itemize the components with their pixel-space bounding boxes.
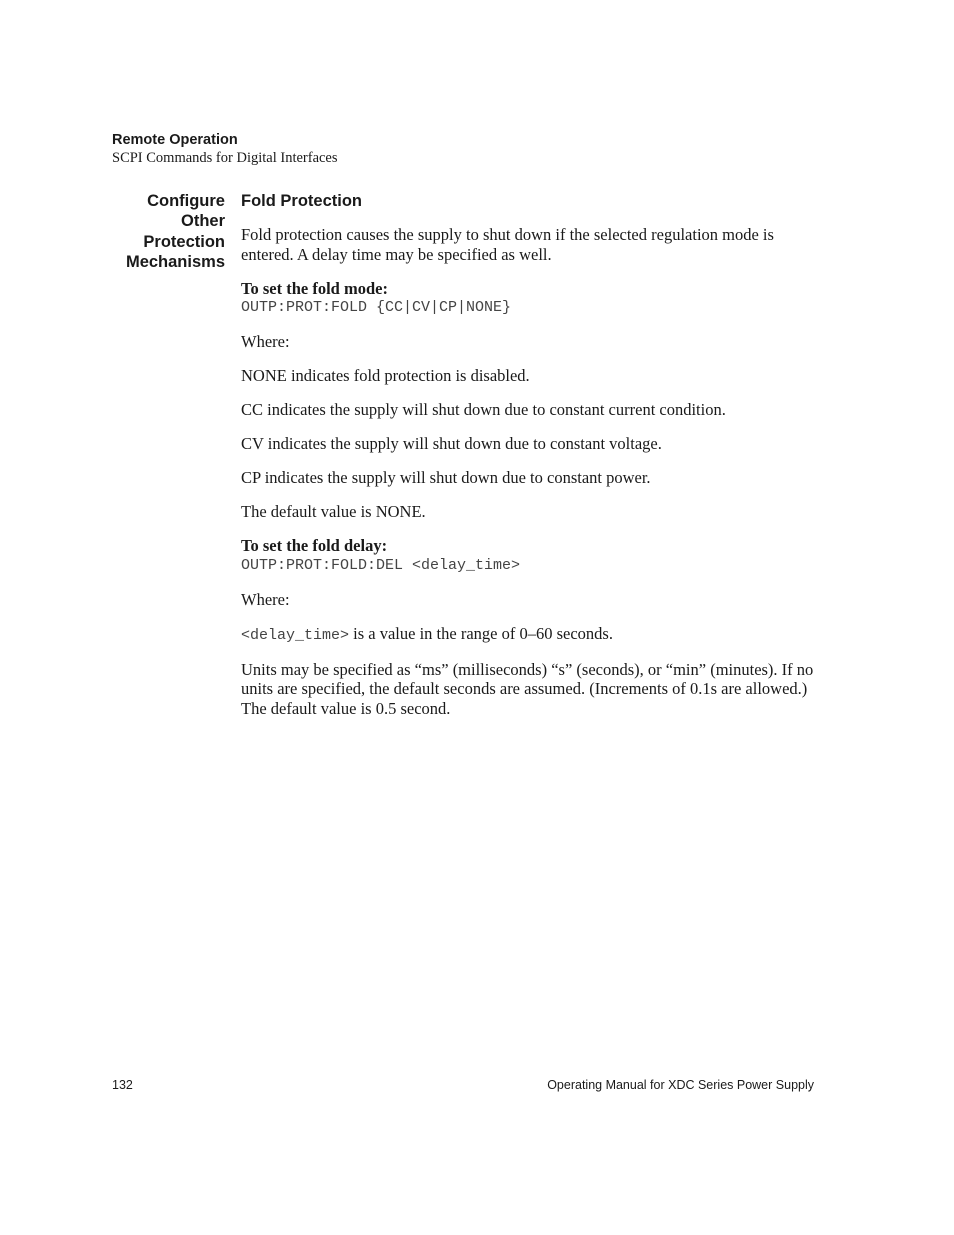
- delay-time-param: <delay_time>: [241, 626, 350, 644]
- intro-paragraph: Fold protection causes the supply to shut down if the selected regulation mode is entered. A delay time may be specified as well.: [241, 225, 774, 264]
- body-content: [241, 191, 821, 733]
- side-heading: [100, 191, 225, 272]
- subsection-title: SCPI Commands for Digital Interfaces: [112, 150, 338, 166]
- page-number: 132: [112, 1078, 133, 1092]
- side-heading-line: Configure: [147, 192, 225, 210]
- fold-delay-where: Where:: [241, 589, 290, 609]
- fold-delay-command: OUTP:PROT:FOLD:DEL <delay_time>: [241, 556, 521, 574]
- delay-time-description: [241, 624, 821, 646]
- running-header: [112, 131, 338, 167]
- manual-title: Operating Manual for XDC Series Power Supply: [547, 1078, 814, 1092]
- fold-mode-option: CV indicates the supply will shut down due to constant voltage.: [241, 434, 662, 453]
- fold-mode-option: CP indicates the supply will shut down due to constant power.: [241, 468, 651, 487]
- side-heading-line: Other: [180, 212, 225, 231]
- side-heading-line: Protection: [143, 232, 225, 251]
- fold-mode-label: To set the fold mode:: [241, 278, 388, 298]
- fold-mode-default: The default value is NONE.: [241, 502, 426, 521]
- fold-mode-where: Where:: [241, 332, 290, 351]
- fold-mode-option: NONE indicates fold protection is disabled.: [241, 366, 530, 385]
- fold-mode-option: CC indicates the supply will shut down due to constant current condition.: [241, 400, 726, 419]
- fold-delay-label: To set the fold delay:: [241, 536, 388, 555]
- content-title: Fold Protection: [241, 192, 362, 210]
- delay-time-range: is a value in the range of 0–60 seconds.: [349, 623, 613, 643]
- fold-mode-command: OUTP:PROT:FOLD {CC|CV|CP|NONE}: [241, 299, 512, 316]
- units-paragraph: Units may be specified as “ms” (milliseconds) “s” (seconds), or “min” (minutes). If no units are specified, the default seconds are assumed. (Increments of 0.1s are allowed.) The default value is 0.5 second.: [241, 659, 814, 718]
- side-heading-line: Mechanisms: [125, 252, 225, 271]
- section-title: Remote Operation: [112, 132, 238, 148]
